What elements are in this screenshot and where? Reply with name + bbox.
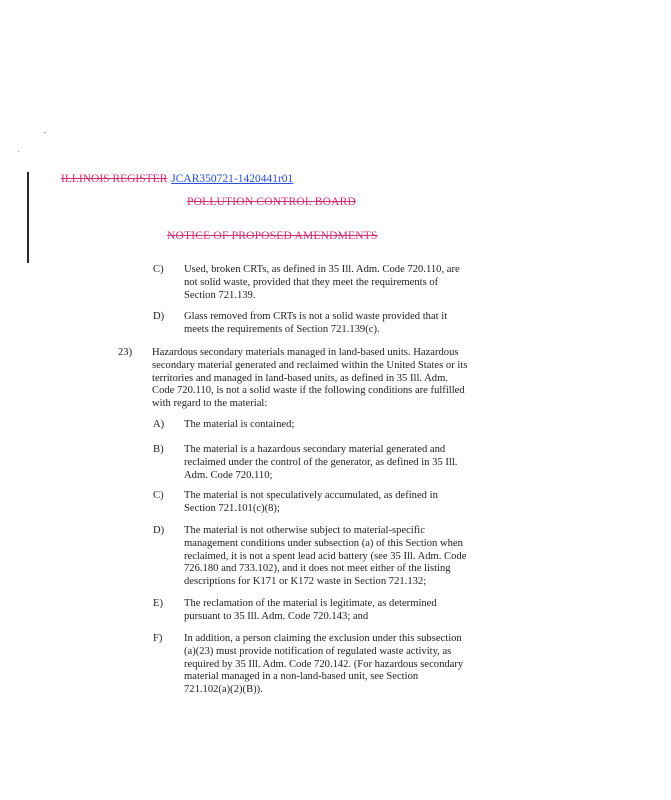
item-label: D): [153, 525, 165, 536]
item-text: The material is a hazardous secondary material generated and reclaimed under the control of the generator, as defined in 35 Ill. Adm. Code 720.110;: [184, 444, 458, 481]
register-header-line: [61, 173, 293, 186]
item-text: Glass removed from CRTs is not a solid waste provided that it meets the requirements of Section 721.139(c).: [184, 311, 448, 335]
item-text: Hazardous secondary materials managed in land-based units. Hazardous secondary material generated and reclaimed within the United States or its territories and managed in land-based units, as defined in 35 Ill. Adm. Code 720.110, is not a solid waste if the following conditions are fulfilled with regard to the material:: [152, 347, 468, 410]
item-text: The reclamation of the material is legitimate, as determined pursuant to 35 Ill. Adm. Code 720.143; and: [184, 598, 437, 622]
notice-heading-deleted: NOTICE OF PROPOSED AMENDMENTS: [167, 230, 378, 242]
item-text: The material is not speculatively accumulated, as defined in Section 721.101(c)(8);: [184, 490, 438, 514]
jcar-document-id-inserted: JCAR350721-1420441r01: [171, 173, 294, 185]
board-heading-deleted: POLLUTION CONTROL BOARD: [187, 196, 357, 208]
item-text: The material is contained;: [184, 419, 295, 430]
item-label: E): [153, 598, 163, 609]
item-label: 23): [118, 347, 133, 358]
item-label: B): [153, 444, 164, 455]
item-label: C): [153, 264, 164, 275]
item-label: D): [153, 311, 165, 322]
item-text: Used, broken CRTs, as defined in 35 Ill. Adm. Code 720.110, are not solid waste, provided that they meet the requirements of Section 721.139.: [184, 264, 460, 301]
scan-speck: [44, 132, 46, 133]
item-label: A): [153, 419, 165, 430]
revision-change-bar: [27, 172, 29, 263]
register-title-deleted: ILLINOIS REGISTER: [61, 173, 168, 185]
item-label: F): [153, 633, 163, 644]
item-text: The material is not otherwise subject to material-specific management conditions under subsection (a) of this Section when reclaimed, it is not a spent lead acid battery (see 35 Ill. Adm. Code 726.180 and 733.102), and it does not meet either of the listing descriptions for K171 or K172 waste in Section 721.132;: [184, 525, 467, 588]
item-label: C): [153, 490, 164, 501]
item-text: In addition, a person claiming the exclusion under this subsection (a)(23) must provide notification of regulated waste activity, as required by 35 Ill. Adm. Code 720.142. (For hazardous secondary material managed in a non-land-based unit, see Section 721.102(a)(2)(B)).: [184, 633, 464, 696]
scan-speck: [18, 151, 19, 152]
